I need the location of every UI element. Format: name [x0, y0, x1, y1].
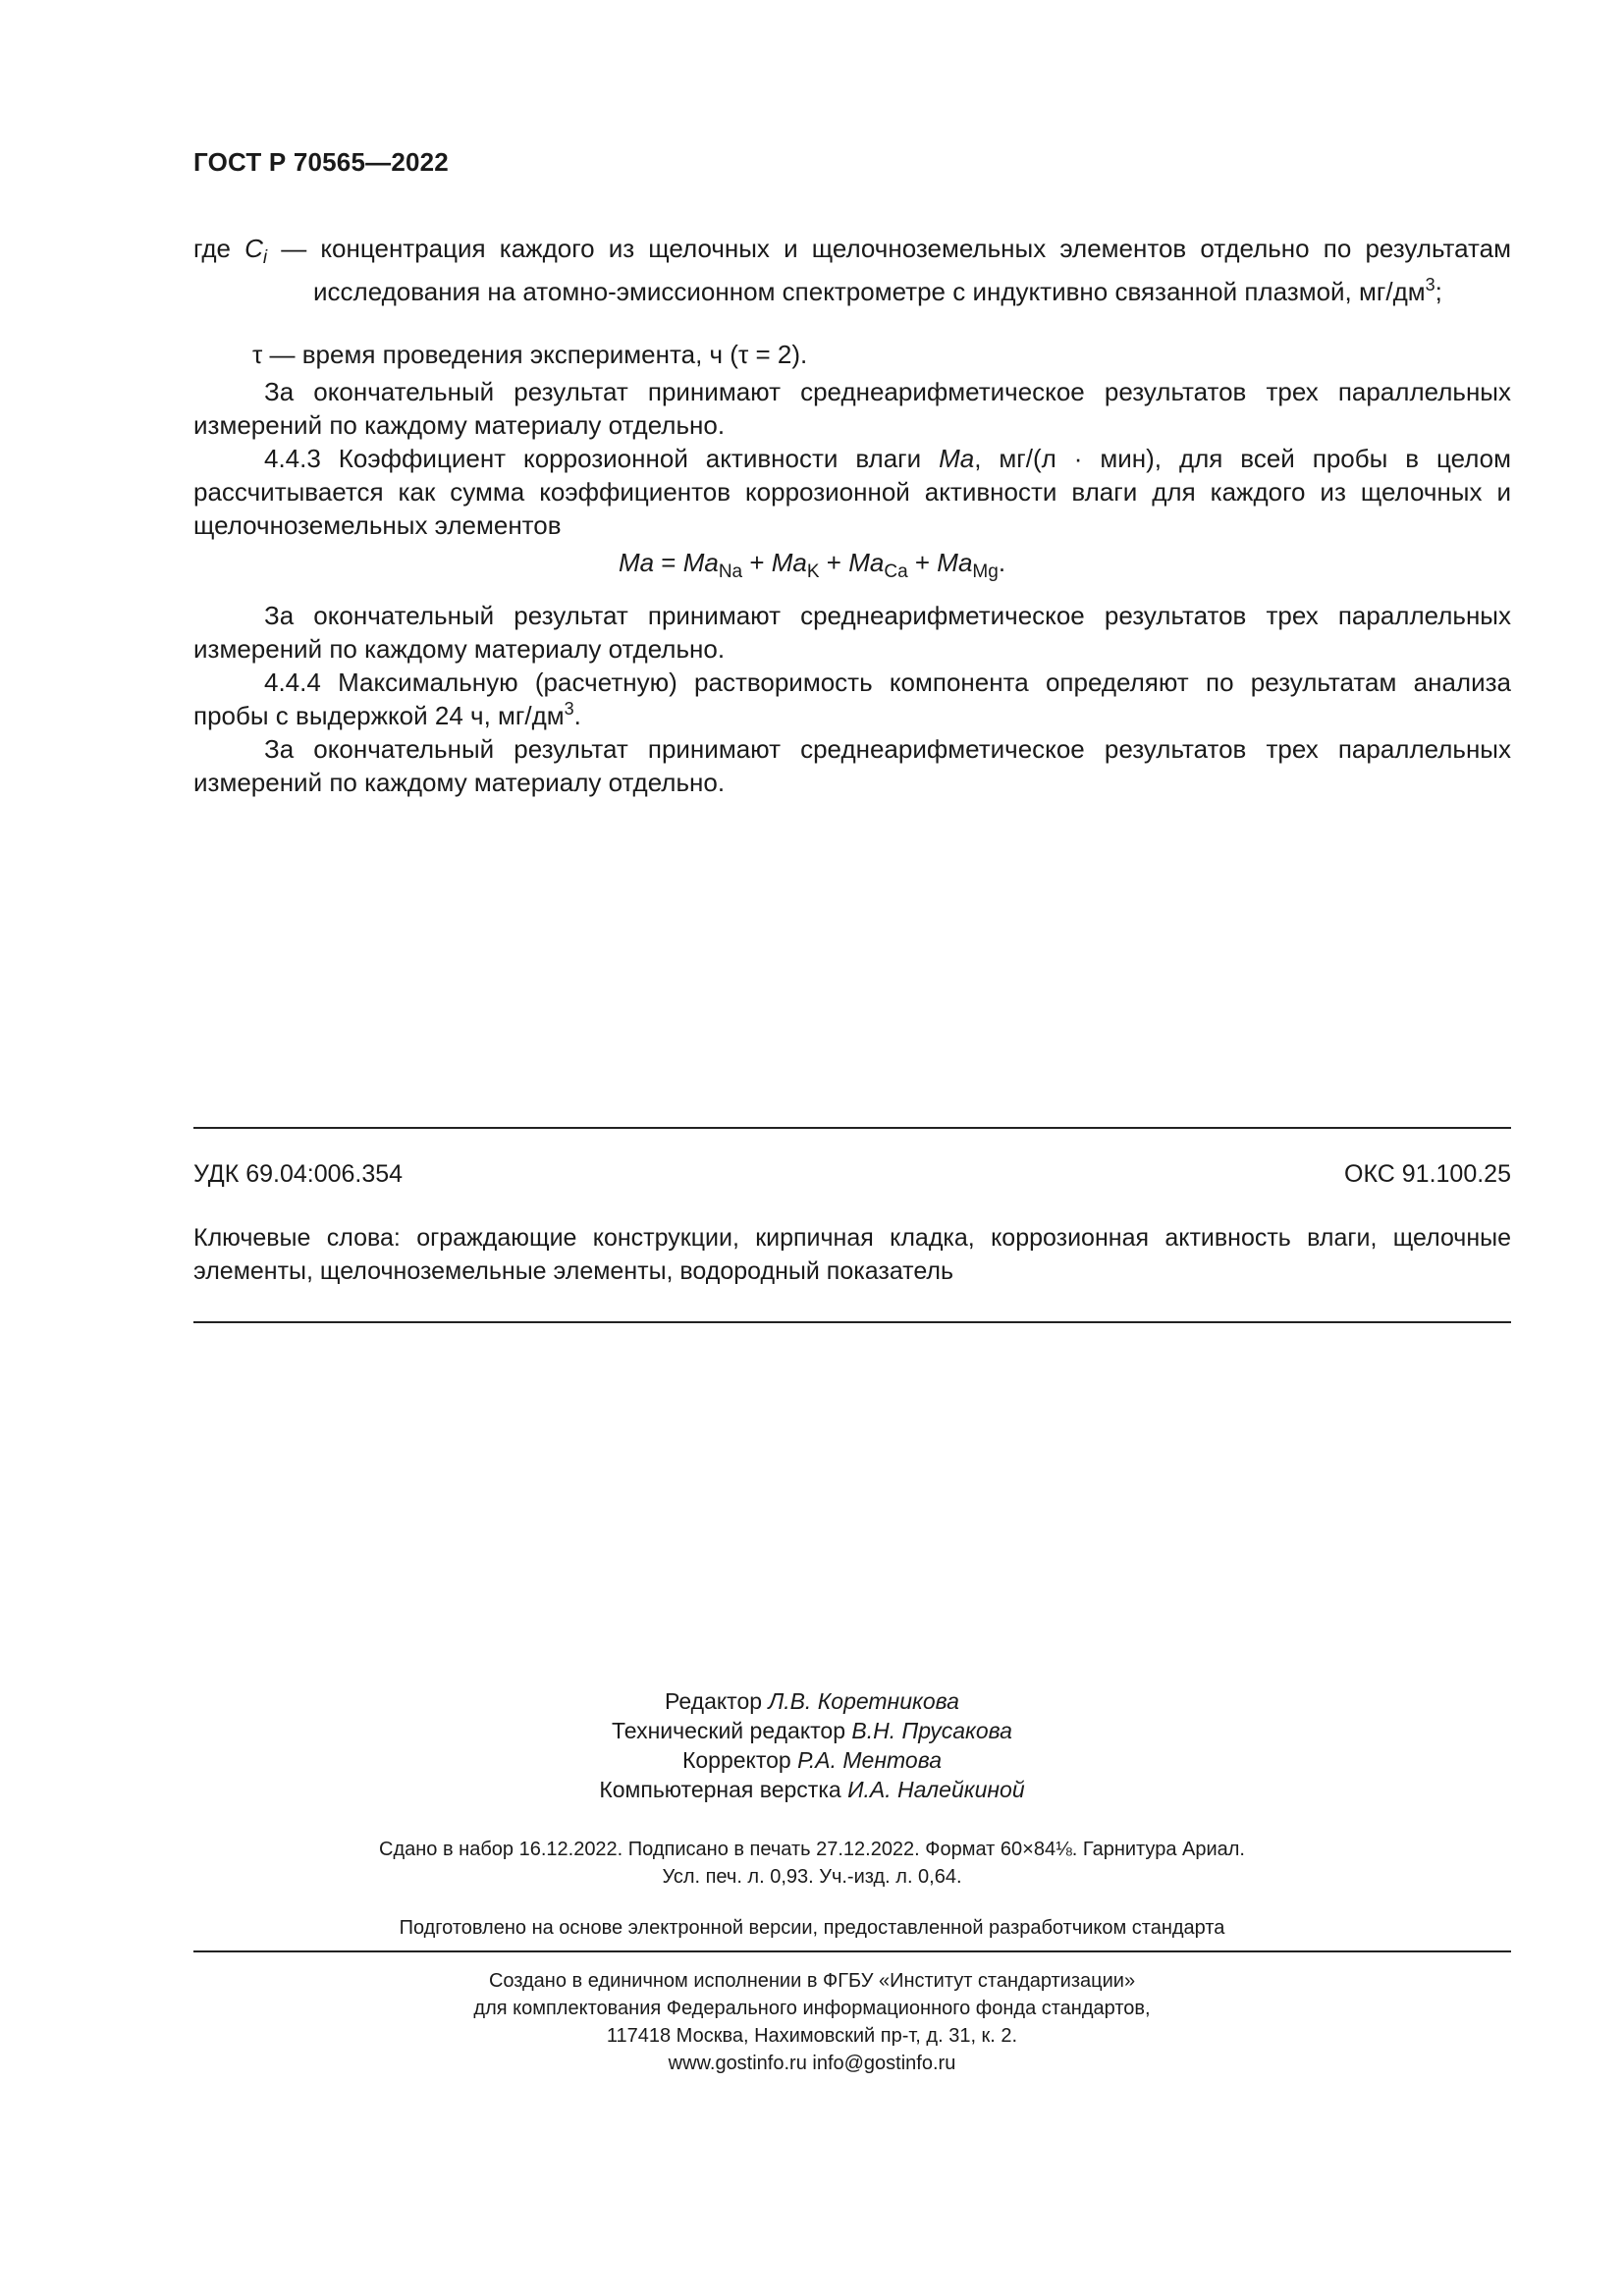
layout-label: Компьютерная верстка [599, 1777, 848, 1802]
divider-top [193, 1127, 1511, 1129]
keywords: Ключевые слова: ограждающие конструкции, кирпичная кладка, коррозионная активность влаги, щелочные элементы, щелочноземельные элементы, водородный показатель [193, 1224, 1511, 1285]
tech-editor-name: В.Н. Прусакова [851, 1718, 1012, 1743]
paragraph-result-3: За окончательный результат принимают среднеарифметическое результатов трех параллельных измерений по каждому материалу отдельно. [193, 734, 1511, 797]
corrector-label: Корректор [681, 1747, 798, 1773]
formula-plus-1: + [742, 548, 772, 577]
formula-end: . [998, 548, 1006, 577]
editor-name: Л.В. Коретникова [768, 1688, 959, 1714]
formula-lhs: Ma [618, 548, 655, 577]
publisher-line-1: Создано в единичном исполнении в ФГБУ «Институт стандартизации» [488, 1970, 1136, 1992]
divider-bottom [193, 1950, 1511, 1952]
where-prefix: где [193, 234, 245, 263]
paragraph-result-2: За окончательный результат принимают среднеарифметическое результатов трех параллельных измерений по каждому материалу отдельно. [193, 601, 1511, 664]
formula-term-na: Ma [682, 548, 719, 577]
divider-keywords [193, 1321, 1511, 1323]
publisher-line-4: www.gostinfo.ru info@gostinfo.ru [668, 2053, 956, 2074]
ci-symbol: C [244, 234, 263, 263]
p443-ma: Ma [939, 444, 975, 473]
formula-term-ca: Ma [848, 548, 885, 577]
publisher-line-2: для комплектования Федерального информационного фонда стандартов, [473, 1998, 1151, 2019]
p444-end: . [573, 701, 581, 730]
credit-layout [0, 1775, 1624, 1804]
credit-corrector [0, 1745, 1624, 1775]
ci-unit-superscript: 3 [1425, 275, 1435, 295]
formula-sub-mg: Mg [972, 561, 999, 582]
ci-description: — концентрация каждого из щелочных и щелочноземельных элементов отдельно по результатам исследования на атомно-эмиссионном спектрометре с индуктивно связанной плазмой, мг/дм [267, 234, 1511, 307]
imprint-line-1: Сдано в набор 16.12.2022. Подписано в печать 27.12.2022. Формат 60×84⅛. Гарнитура Ариал. [379, 1839, 1245, 1860]
definition-ci [193, 232, 1511, 332]
prepared-note: Подготовлено на основе электронной версии, предоставленной разработчиком стандарта [399, 1917, 1225, 1939]
udk-code: УДК 69.04:006.354 [193, 1160, 404, 1188]
paragraph-4-4-3 [193, 442, 1511, 542]
paragraph-4-4-4 [193, 666, 1511, 732]
oks-code: ОКС 91.100.25 [1344, 1160, 1511, 1188]
formula-ma [0, 546, 1624, 589]
formula-sub-k: K [806, 561, 820, 582]
formula-term-k: Ma [771, 548, 807, 577]
document-header: ГОСТ Р 70565—2022 [193, 147, 449, 177]
editor-label: Редактор [665, 1688, 769, 1714]
credit-editor [0, 1686, 1624, 1716]
p444-superscript: 3 [564, 699, 574, 719]
p443-start: 4.4.3 Коэффициент коррозионной активности влаги [264, 444, 940, 473]
credit-tech-editor [0, 1716, 1624, 1745]
ci-end: ; [1435, 277, 1442, 307]
layout-name: И.А. Налейкиной [847, 1777, 1025, 1802]
corrector-name: Р.А. Ментова [797, 1747, 942, 1773]
formula-plus-2: + [819, 548, 849, 577]
formula-term-mg: Ma [937, 548, 973, 577]
ci-subscript: i [262, 247, 268, 269]
formula-sub-ca: Ca [884, 561, 908, 582]
publisher-line-3: 117418 Москва, Нахимовский пр-т, д. 31, к. 2. [606, 2025, 1018, 2047]
formula-plus-3: + [907, 548, 938, 577]
tech-editor-label: Технический редактор [612, 1718, 852, 1743]
formula-eq: = [654, 548, 683, 577]
p443-end: , мг/(л · мин), для всей пробы в целом рассчитывается как сумма коэффициентов коррозионной активности влаги для каждого из щелочных и щелочноземельных элементов [193, 444, 1512, 540]
p444-start: 4.4.4 Максимальную (расчетную) растворимость компонента определяют по результатам анализа пробы с выдержкой 24 ч, мг/дм [193, 667, 1511, 730]
imprint-line-2: Усл. печ. л. 0,93. Уч.-изд. л. 0,64. [662, 1866, 962, 1888]
definition-tau: τ — время проведения эксперимента, ч (τ = 2). [252, 340, 808, 369]
paragraph-result-1: За окончательный результат принимают среднеарифметическое результатов трех параллельных измерений по каждому материалу отдельно. [193, 377, 1511, 440]
formula-sub-na: Na [718, 561, 743, 582]
